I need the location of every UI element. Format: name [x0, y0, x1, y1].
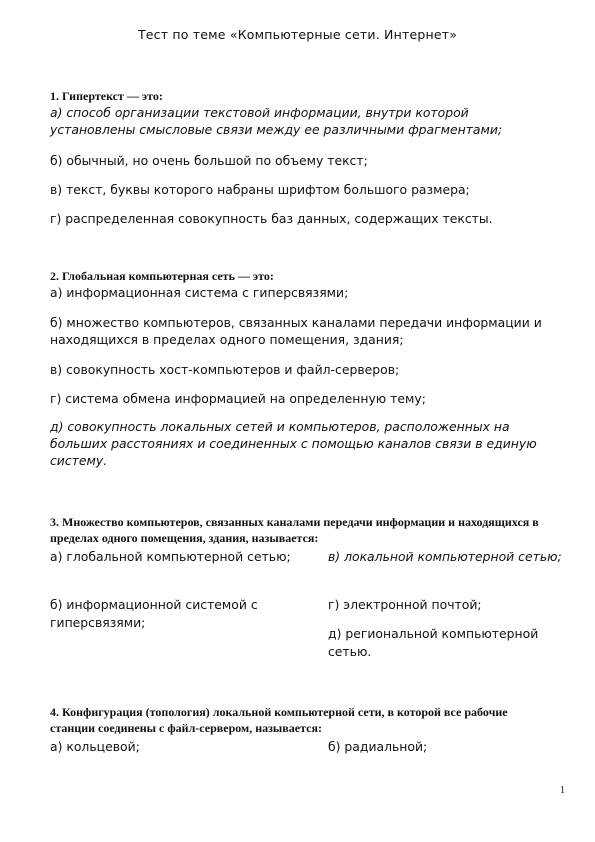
question-1-answer-d: г) распределенная совокупность баз данных, содержащих тексты.: [50, 211, 493, 226]
question-1-answer-c: в) текст, буквы которого набраны шрифтом большого размера;: [50, 182, 470, 197]
question-3-answer-e: д) региональной компьютерной сетью.: [328, 626, 539, 659]
page-number: 1: [560, 785, 565, 796]
question-2-answer-e: д) совокупность локальных сетей и компьютеров, расположенных на больших расстояниях и соединенных с помощью каналов связи в единую систему.: [50, 419, 537, 468]
question-4-answer-b: б) радиальной;: [328, 739, 428, 754]
question-3-answer-c: в) локальной компьютерной сетью;: [328, 549, 562, 564]
question-3-title: 3. Множество компьютеров, связанных каналами передачи информации и находящихся в пределах одного помещения, здания, называется:: [50, 515, 539, 545]
question-3-answer-a: а) глобальной компьютерной сетью;: [50, 549, 291, 564]
question-1-title: 1. Гипертекст — это:: [50, 89, 163, 103]
question-3-answer-d: г) электронной почтой;: [328, 597, 482, 612]
question-4-title: 4. Конфигурация (топология) локальной компьютерной сети, в которой все рабочие станции соединены с файл-сервером, называется:: [50, 705, 508, 735]
question-2-answer-a: а) информационная система с гиперсвязями;: [50, 285, 349, 300]
question-2-answer-d: г) система обмена информацией на определенную тему;: [50, 391, 426, 406]
question-1-answer-b: б) обычный, но очень большой по объему текст;: [50, 153, 368, 168]
question-2-answer-b: б) множество компьютеров, связанных каналами передачи информации и находящихся в пределах одного помещения, здания;: [50, 315, 542, 347]
question-4-answer-a: а) кольцевой;: [50, 739, 140, 754]
question-1-answer-a: а) способ организации текстовой информации, внутри которой установлены смысловые связи между ее различными фрагментами;: [50, 105, 503, 137]
question-2-title: 2. Глобальная компьютерная сеть — это:: [50, 269, 274, 283]
question-3-answer-b: б) информационной системой с гиперсвязями;: [50, 597, 258, 630]
page-title: Тест по теме «Компьютерные сети. Интернет»: [137, 27, 458, 42]
question-2-answer-c: в) совокупность хост-компьютеров и файл-серверов;: [50, 362, 400, 377]
